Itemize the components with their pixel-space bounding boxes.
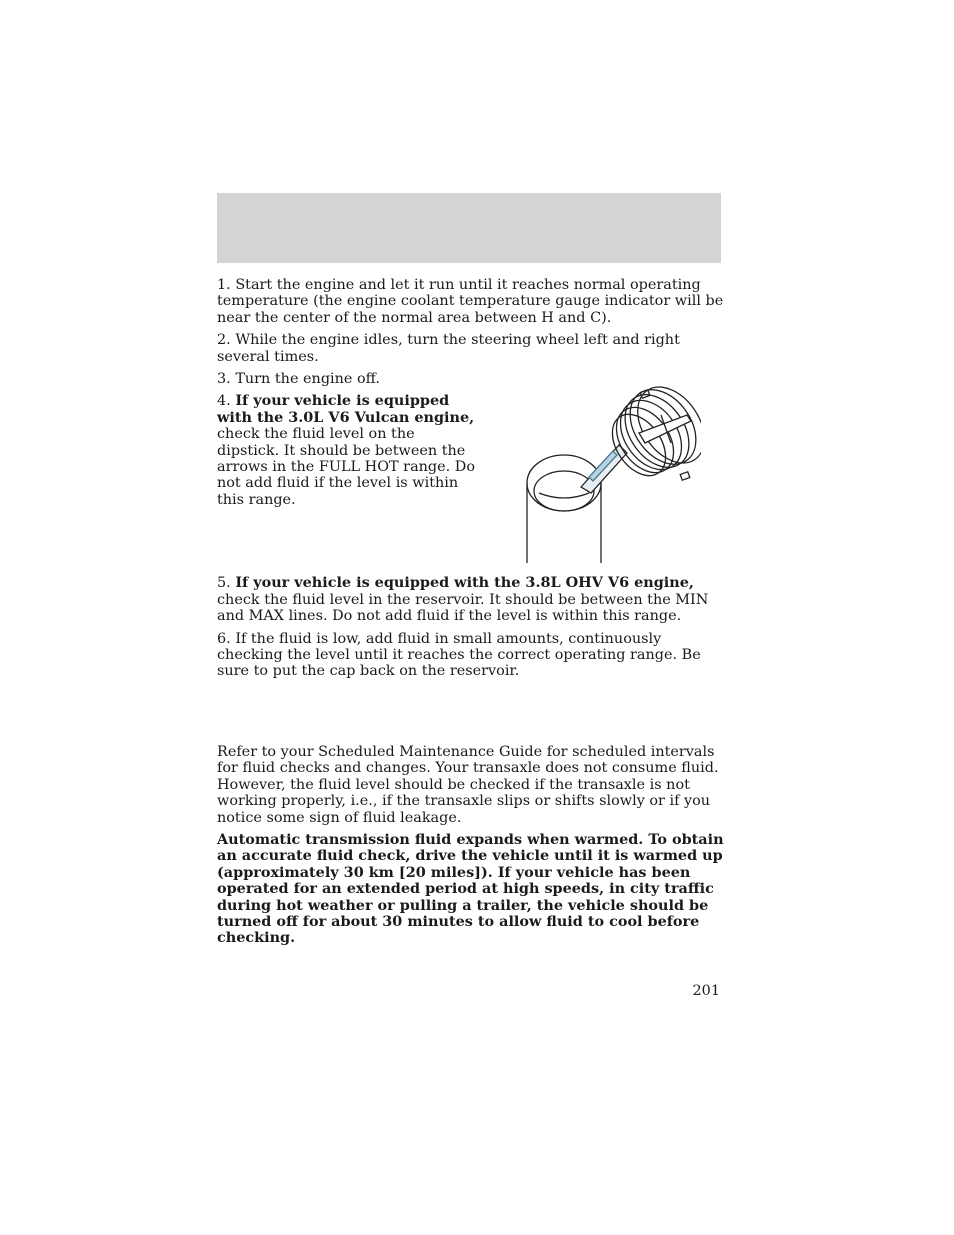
step-1: 1. Start the engine and let it run until it reaches normal operating temperature (the engine coolant temperature gauge indicator will be near the center of the normal area between H and C).	[217, 277, 724, 326]
step-3: 3. Turn the engine off.	[217, 371, 380, 388]
section-header-band	[217, 193, 721, 263]
section-gap	[217, 686, 725, 744]
page-content	[217, 277, 725, 953]
dipstick-reservoir-illustration	[521, 385, 701, 563]
step-5: 5. If your vehicle is equipped with the 3.8L OHV V6 engine, check the fluid level in the reservoir. It should be between the MIN and MAX lines. Do not add fluid if the level is within this range.	[217, 574, 709, 625]
transaxle-intro: Refer to your Scheduled Maintenance Guide for scheduled intervals for fluid checks and changes. Your transaxle does not consume fluid. However, the fluid level should be checked if the transaxle is not working properly, i.e., if the transaxle slips or shifts slowly or if you notice some sign of fluid leakage.	[217, 743, 719, 826]
page-number: 201	[692, 983, 720, 999]
transaxle-warning: Automatic transmission fluid expands when warmed. To obtain an accurate fluid check, drive the vehicle until it is warmed up (approximately 30 km [20 miles]). If your vehicle has been operated for an extended period at high speeds, in city traffic during hot weather or pulling a trailer, the vehicle should be turned off for about 30 minutes to allow fluid to cool before checking.	[217, 830, 724, 947]
step-4: 4. If your vehicle is equipped with the 3.0L V6 Vulcan engine, check the fluid level on the dipstick. It should be between the arrows in the FULL HOT range. Do not add fluid if the level is within this range.	[217, 393, 725, 569]
step-6: 6. If the fluid is low, add fluid in small amounts, continuously checking the level until it reaches the correct operating range. Be sure to put the cap back on the reservoir.	[217, 630, 701, 680]
step-2: 2. While the engine idles, turn the steering wheel left and right several times.	[217, 332, 680, 365]
